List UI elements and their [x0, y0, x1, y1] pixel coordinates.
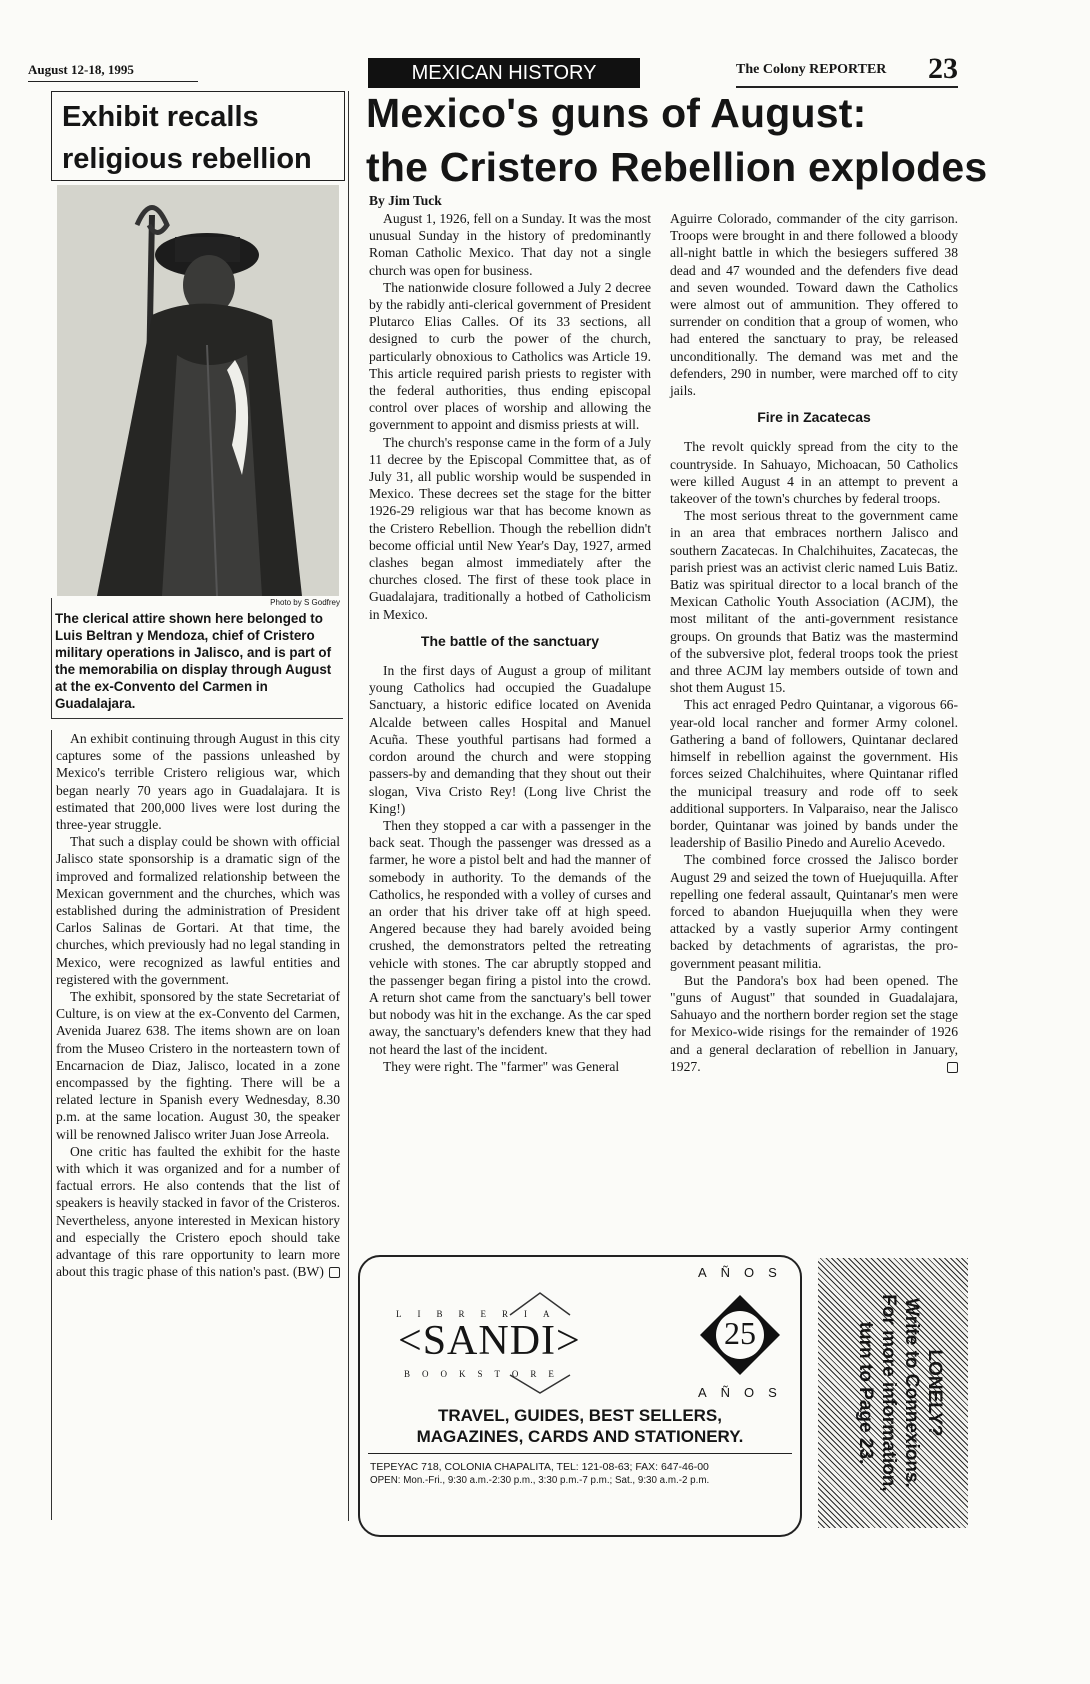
caption-rule [51, 718, 343, 719]
article-paragraph: They were right. The "farmer" was General [383, 1058, 620, 1074]
promo-line1: LONELY? [924, 1349, 945, 1437]
ad-hours: OPEN: Mon.-Fri., 9:30 a.m.-2:30 p.m., 3:30 p.m.-7 p.m.; Sat., 9:30 a.m.-2 p.m. [370, 1475, 710, 1486]
ad-tagline-line2: MAGAZINES, CARDS AND STATIONERY. [416, 1427, 744, 1446]
end-mark-icon [329, 1267, 340, 1278]
sidebar-headline-line2: religious rebellion [62, 143, 312, 175]
publication-name: The Colony REPORTER [736, 62, 887, 77]
article-paragraph [670, 972, 958, 1075]
main-headline-line1: Mexico's guns of August: [366, 90, 867, 136]
sandi-bookstore-ad[interactable] [358, 1255, 802, 1537]
anniversary-number: 25 [724, 1315, 756, 1351]
article-paragraph: In the first days of August a group of militant young Catholics had occupied the Guadalupe Sanctuary, a historic edifice located on Avenida Alcalde between calles Hospital and Manuel Acuña. These youthful partisans had formed a cordon around the church and were stopping passers-by and demanding that they shout out their slogan, Viva Cristo Rey! (Long live Christ the King!) [369, 663, 651, 816]
sandi-brand-text: SANDI [422, 1318, 557, 1364]
subhead-fire-in-zacatecas: Fire in Zacatecas [757, 409, 871, 426]
article-paragraph: This act enraged Pedro Quintanar, a vigorous 66-year-old local rancher and former Army colonel. Gathering a band of followers, Quintanar declared himself in rebellion against the government. His forces seized Chalchihuites, where Quintanar rifled the municipal treasury and rode off to seek additional supporters. In Valparaiso, near the Jalisco border, Quintanar was joined by bands under the leadership of Basilio Pinedo and Aurelio Acevedo. [670, 697, 958, 851]
sidebar-headline [62, 96, 312, 180]
promo-line4: turn to Page 23. [855, 1321, 876, 1465]
sidebar-paragraph: An exhibit continuing through August in this city captures some of the passions unleashed by Mexico's terrible Cristero religious war, which began nearly 70 years ago in Guadalajara. It is estimated that 200,000 lives were lost during the three-year struggle. [56, 731, 340, 833]
promo-line3: For more information, [878, 1294, 899, 1492]
article-paragraph: The revolt quickly spread from the city to the countryside. In Sahuayo, Michoacan, 50 Catholics were killed August 4 in an attempt to prevent a takeover of the town's churches by federal troops. [670, 439, 958, 507]
issue-date: August 12-18, 1995 [28, 62, 134, 77]
bookstore-label: BOOKSTORE [404, 1369, 566, 1379]
sidebar-paragraph: The exhibit, sponsored by the state Secretariat of Culture, is on view at the ex-Convento del Carmen, Avenida Juarez 638. The items shown are on loan from the Museo Cristero in the norteastern town of Encarnacion de Diaz, Jalisco, located in a zone encompassed by the fighting. There will be a related lecture in Spanish every Wednesday, 8.30 p.m. at the same location. August 30, the speaker will be renowned Jalisco writer Juan Jose Arreola. [56, 989, 340, 1142]
sidebar-left-rule [51, 730, 52, 1520]
article-paragraph: The church's response came in the form of a July 11 decree by the Episcopal Committee that, as of July 31, all public worship would be suspended in Mexico. These decrees set the stage for the bitter 1926-29 religious war that has become known as the Cristero Rebellion. Though the rebellion didn't become official until New Year's Day, 1927, armed clashes began almost immediately after the churches closed. The first of these took place in Guadalajara, traditionally a hotbed of Catholicism in Mexico. [369, 434, 651, 622]
sidebar-headline-line1: Exhibit recalls [62, 101, 259, 133]
photo-caption: The clerical attire shown here belonged to Luis Beltran y Mendoza, chief of Cristero military operations in Jalisco, and is part of the memorabilia on display through August at the ex-Convento del Carmen in Guadalajara. [55, 611, 332, 711]
article-paragraph: The nationwide closure followed a July 2 decree by the rabidly anti-clerical government of President Plutarco Elias Calles. Of its 33 sections, all designed to curb the power of the church, particularly obnoxious to Catholics was Article 19. This article required parish priests to register with the federal authorities, thus ending episcopal control over places of worship and allowing the government to appoint and dismiss priests at will. [369, 279, 651, 433]
ad-tagline-line1: TRAVEL, GUIDES, BEST SELLERS, [438, 1406, 722, 1425]
promo-line2: Write to Connexions. [901, 1298, 922, 1488]
promo-text [818, 1258, 968, 1528]
page-number: 23 [928, 52, 958, 85]
ad-address: TEPEYAC 718, COLONIA CHAPALITA, TEL: 121-08-63; FAX: 647-46-00 [370, 1461, 709, 1473]
sidebar-last-text: One critic has faulted the exhibit for the haste with which it was organized and for a number of factual errors. He also contends that the list of speakers is heavily stacked in favor of the Cristeros. Nevertheless, anyone interested in Mexican history and especially the Cristero epoch should take advantage of this rare opportunity to learn more about this tragic phase of this nation's past. (BW) [56, 1143, 340, 1280]
sidebar-paragraph [56, 1143, 340, 1281]
article-paragraph: August 1, 1926, fell on a Sunday. It was the most unusual Sunday in the history of predominantly Roman Catholic Mexico. That day not a single church was open for business. [369, 211, 651, 278]
connexions-promo[interactable] [818, 1258, 968, 1528]
caption-left-rule [51, 598, 52, 718]
sidebar-right-rule [348, 91, 349, 1521]
sandi-brand: <SANDI> [398, 1318, 581, 1364]
ad-rule [368, 1453, 792, 1454]
main-column-1 [369, 210, 651, 1075]
main-column-2 [670, 210, 958, 1075]
end-mark-icon [947, 1062, 958, 1073]
article-paragraph: The most serious threat to the government came in an area that embraces northern Jalisco and southern Zacatecas. In Chalchihuites, Zacatecas, the parish priest was an activist cleric named Luis Batiz. Batiz was spiritual director to a local branch of the Mexican Catholic Youth Association (ACJM), the most militant of the anti-government resistance groups. On grounds that Batiz was the mastermind of the subversive plot, federal troops took the priest and three ACJM lay members outside of town and shot them August 15. [670, 508, 958, 696]
article-paragraph: Aguirre Colorado, commander of the city garrison. Troops were brought in and there followed a bloody all-night battle in which the besiegers suffered 38 dead and 47 wounded and the defenders five dead and seven wounded. Toward dawn the Catholics were almost out of ammunition. They offered to surrender on condition that a group of women, who had entered the sanctuary to pray, be released unconditionally. The demand was met and the defenders, 290 in number, were marched off to city jails. [670, 211, 958, 399]
photo-credit: Photo by S Godfrey [270, 598, 340, 607]
sidebar-article [56, 730, 340, 1281]
article-paragraph: The combined force crossed the Jalisco border August 29 and seized the town of Huejuquilla. After repelling one federal assault, Quintanar's men were forced to abandon Huejuquilla when they were attacked by a vastly superior Army contingent backed by detachments of agraristas, the pro-government peasant militia. [670, 852, 958, 971]
libreria-label: LIBRERIA [396, 1309, 566, 1319]
section-banner: MEXICAN HISTORY [368, 58, 640, 88]
byline: By Jim Tuck [369, 193, 442, 208]
subhead-battle-of-sanctuary: The battle of the sanctuary [420, 632, 600, 649]
date-underline [28, 81, 198, 82]
anos-top: AÑOS [698, 1265, 791, 1280]
ad-tagline [380, 1405, 780, 1447]
ad-contact [370, 1460, 790, 1488]
main-headline-line2: the Cristero Rebellion explodes [366, 144, 988, 190]
clerical-attire-photo [57, 185, 339, 596]
sidebar-paragraph: That such a display could be shown with official Jalisco state sponsorship is a dramatic sign of the improved and formalized relationship between the Mexican government and the churches, which was established during the administration of President Carlos Salinas de Gortari. At that time, the churches, which previously had no legal standing in Mexico, were recognized as lawful entities and registered with the government. [56, 834, 340, 987]
article-paragraph: Then they stopped a car with a passenger in the back seat. Though the passenger was dressed as a farmer, he wore a pistol belt and had the manner of somebody in authority. To the demands of the Catholics, he responded with a volley of curses and an order that his driver take off at high speed. Angered because they had barely avoided being crushed, the demonstrators pelted the retreating vehicle with stones. The car abruptly stopped and the passenger began firing a pistol into the crowd. A return shot came from the sanctuary's bell tower but nobody was hit in the exchange. As the car sped away, the sanctuary's defenders knew that they had not heard the last of the incident. [369, 817, 652, 1057]
article-last-text: But the Pandora's box had been opened. The "guns of August" that sounded in Guadalajara, Sahuayo and the northern border region set the stage for Mexico-wide risings for the remainder of 1926 and a general declaration of rebellion in January, 1927. [670, 972, 958, 1074]
main-headline [366, 86, 987, 194]
anos-bottom: AÑOS [698, 1385, 791, 1400]
